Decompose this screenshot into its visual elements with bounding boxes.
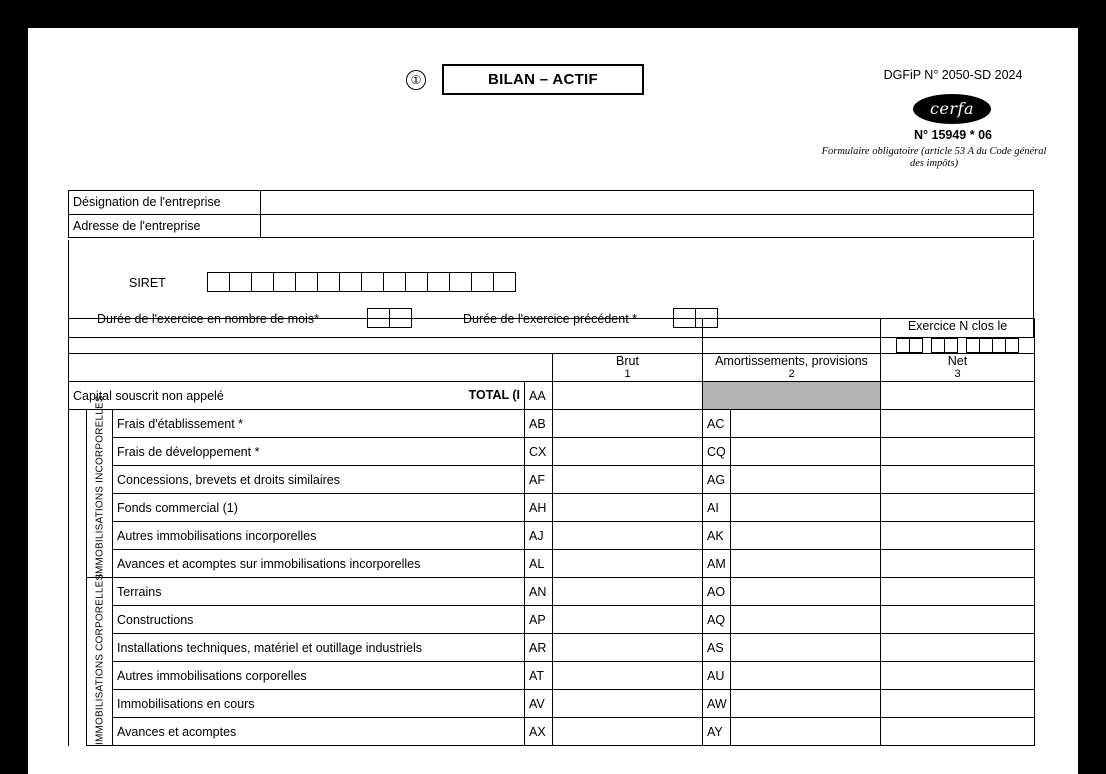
siret-box[interactable] (207, 272, 230, 292)
row-code-2: AU (703, 662, 731, 690)
colhead-empty (69, 354, 553, 382)
table-row (69, 410, 1035, 438)
date-box[interactable] (931, 338, 945, 353)
siret-label: SIRET (129, 276, 166, 290)
identity-block (68, 190, 1034, 238)
date-box[interactable] (909, 338, 923, 353)
row-code-1: AB (525, 410, 553, 438)
duree-exercice-label: Durée de l'exercice en nombre de mois* (97, 312, 319, 326)
designation-label: Désignation de l'entreprise (69, 191, 261, 214)
row-value-net[interactable] (881, 606, 1035, 634)
exercice-date-input[interactable] (885, 338, 1030, 353)
row-value-amort[interactable] (731, 606, 881, 634)
adresse-label: Adresse de l'entreprise (69, 215, 261, 237)
row-value-brut[interactable] (553, 578, 703, 606)
capital-souscrit-label: Capital souscrit non appelé (73, 388, 224, 403)
group-label-corporelles: IMMOBILISATIONS CORPORELLES (87, 578, 113, 746)
spacer-col (69, 410, 87, 746)
row-label: Concessions, brevets et droits similaires (113, 466, 525, 494)
form-page (28, 28, 1078, 774)
row-value-amort[interactable] (731, 550, 881, 578)
row-value-amort[interactable] (731, 522, 881, 550)
colhead-net (881, 354, 1035, 382)
siret-box[interactable] (229, 272, 252, 292)
exercice-clos-label: Exercice N clos le (907, 319, 1008, 333)
row-label: Constructions (113, 606, 525, 634)
row-code-2: AC (703, 410, 731, 438)
colhead-net-label: Net (947, 353, 968, 368)
row-code-2: AW (703, 690, 731, 718)
siret-box[interactable] (405, 272, 428, 292)
exercice-empty-cell (69, 319, 703, 354)
row-code-1: AT (525, 662, 553, 690)
form-title: BILAN – ACTIF (442, 64, 644, 95)
row-value-amort[interactable] (731, 410, 881, 438)
row-label: Fonds commercial (1) (113, 494, 525, 522)
cerfa-logo: cerfa (913, 94, 991, 124)
row-label: Frais de développement * (113, 438, 525, 466)
row-label: Autres immobilisations corporelles (113, 662, 525, 690)
row-value-brut[interactable] (553, 466, 703, 494)
row-value-net[interactable] (881, 662, 1035, 690)
table-row (69, 494, 1035, 522)
row-code-1: AH (525, 494, 553, 522)
row-value-amort[interactable] (731, 634, 881, 662)
colhead-brut (553, 354, 703, 382)
duree-precedent-label: Durée de l'exercice précédent * (463, 312, 638, 326)
row-value-net[interactable] (881, 494, 1035, 522)
table-row (69, 578, 1035, 606)
date-box[interactable] (979, 338, 993, 353)
row-value-brut[interactable] (553, 606, 703, 634)
cerfa-number: N° 15949 * 06 (914, 128, 992, 142)
colhead-brut-label: Brut (616, 353, 639, 368)
group-label-incorporelles: IMMOBILISATIONS INCORPORELLES (87, 410, 113, 578)
row-code-2: AI (703, 494, 731, 522)
row-value-brut[interactable] (553, 494, 703, 522)
date-box[interactable] (896, 338, 910, 353)
row-value-net[interactable] (881, 522, 1035, 550)
row-code-1: CX (525, 438, 553, 466)
date-month-group[interactable] (931, 338, 958, 353)
table-row (69, 606, 1035, 634)
exercice-header-row (69, 319, 1035, 354)
row-value-net[interactable] (881, 550, 1035, 578)
row-label: Avances et acomptes (113, 718, 525, 746)
table-row (69, 690, 1035, 718)
table-row (69, 550, 1035, 578)
row-code-2: AK (703, 522, 731, 550)
row-value-amort[interactable] (731, 494, 881, 522)
siret-box[interactable] (295, 272, 318, 292)
table-row (69, 438, 1035, 466)
row-code-1: AV (525, 690, 553, 718)
row-code-1: AR (525, 634, 553, 662)
capital-value-net[interactable] (881, 382, 1035, 410)
colhead-amort-label: Amortissements, provisions (715, 353, 868, 368)
row-code-1: AL (525, 550, 553, 578)
row-label: Terrains (113, 578, 525, 606)
siret-box[interactable] (361, 272, 384, 292)
siret-box[interactable] (427, 272, 450, 292)
table-row (69, 718, 1035, 746)
adresse-input[interactable] (261, 215, 1033, 237)
table-row (69, 662, 1035, 690)
row-code-2: AY (703, 718, 731, 746)
row-value-net[interactable] (881, 718, 1035, 746)
adresse-row (68, 214, 1034, 238)
siret-box[interactable] (251, 272, 274, 292)
row-code-2: AM (703, 550, 731, 578)
cerfa-legal-note: Formulaire obligatoire (article 53 A du Code général des impôts) (821, 146, 1047, 169)
table-row-capital-souscrit (69, 382, 1035, 410)
colhead-brut-num: 1 (624, 367, 631, 380)
siret-input[interactable] (207, 272, 516, 292)
date-box[interactable] (1005, 338, 1019, 353)
date-box[interactable] (992, 338, 1006, 353)
form-header (28, 28, 1078, 178)
row-label: Installations techniques, matériel et outillage industriels (113, 634, 525, 662)
row-value-net[interactable] (881, 634, 1035, 662)
row-value-net[interactable] (881, 690, 1035, 718)
capital-code-1: AA (525, 382, 553, 410)
row-code-2: AG (703, 466, 731, 494)
siret-box[interactable] (471, 272, 494, 292)
row-value-amort[interactable] (731, 690, 881, 718)
row-value-amort[interactable] (731, 578, 881, 606)
row-label: Avances et acomptes sur immobilisations incorporelles (113, 550, 525, 578)
row-code-1: AX (525, 718, 553, 746)
row-value-brut[interactable] (553, 550, 703, 578)
date-box[interactable] (944, 338, 958, 353)
siret-box[interactable] (449, 272, 472, 292)
siret-box[interactable] (273, 272, 296, 292)
row-label: Frais d'établissement * (113, 410, 525, 438)
siret-box[interactable] (493, 272, 516, 292)
capital-value-brut[interactable] (553, 382, 703, 410)
capital-amort-blocked (703, 382, 881, 410)
row-value-brut[interactable] (553, 438, 703, 466)
designation-row (68, 190, 1034, 214)
row-value-net[interactable] (881, 438, 1035, 466)
date-year-group[interactable] (966, 338, 1019, 353)
exercice-empty-cell-2 (703, 319, 881, 354)
row-value-net[interactable] (881, 410, 1035, 438)
table-row (69, 634, 1035, 662)
colhead-net-num: 3 (954, 367, 961, 380)
row-value-amort[interactable] (731, 662, 881, 690)
row-code-2: AO (703, 578, 731, 606)
date-box[interactable] (966, 338, 980, 353)
row-code-1: AN (525, 578, 553, 606)
total-i-label: TOTAL (I (468, 388, 520, 402)
capital-souscrit-cell (69, 382, 525, 410)
row-value-brut[interactable] (553, 410, 703, 438)
row-code-1: AP (525, 606, 553, 634)
dgfip-reference: DGFiP N° 2050-SD 2024 (883, 68, 1023, 82)
row-value-brut[interactable] (553, 522, 703, 550)
column-header-row (69, 354, 1035, 382)
row-value-amort[interactable] (731, 718, 881, 746)
siret-box[interactable] (317, 272, 340, 292)
row-value-amort[interactable] (731, 466, 881, 494)
row-value-net[interactable] (881, 578, 1035, 606)
siret-box[interactable] (383, 272, 406, 292)
row-code-2: AQ (703, 606, 731, 634)
date-day-group[interactable] (896, 338, 923, 353)
row-value-brut[interactable] (553, 718, 703, 746)
table-row (69, 522, 1035, 550)
colhead-amort-num: 2 (788, 367, 795, 380)
row-label: Immobilisations en cours (113, 690, 525, 718)
row-value-net[interactable] (881, 466, 1035, 494)
row-value-amort[interactable] (731, 438, 881, 466)
row-value-brut[interactable] (553, 634, 703, 662)
row-value-brut[interactable] (553, 690, 703, 718)
row-value-brut[interactable] (553, 662, 703, 690)
row-code-2: AS (703, 634, 731, 662)
row-label: Autres immobilisations incorporelles (113, 522, 525, 550)
bilan-actif-table (68, 318, 1035, 746)
row-code-2: CQ (703, 438, 731, 466)
table-row (69, 466, 1035, 494)
designation-input[interactable] (261, 191, 1033, 214)
exercice-clos-cell (881, 319, 1035, 354)
row-code-1: AJ (525, 522, 553, 550)
row-code-1: AF (525, 466, 553, 494)
colhead-amort (703, 354, 881, 382)
siret-box[interactable] (339, 272, 362, 292)
page-number-circle: ① (406, 70, 426, 90)
